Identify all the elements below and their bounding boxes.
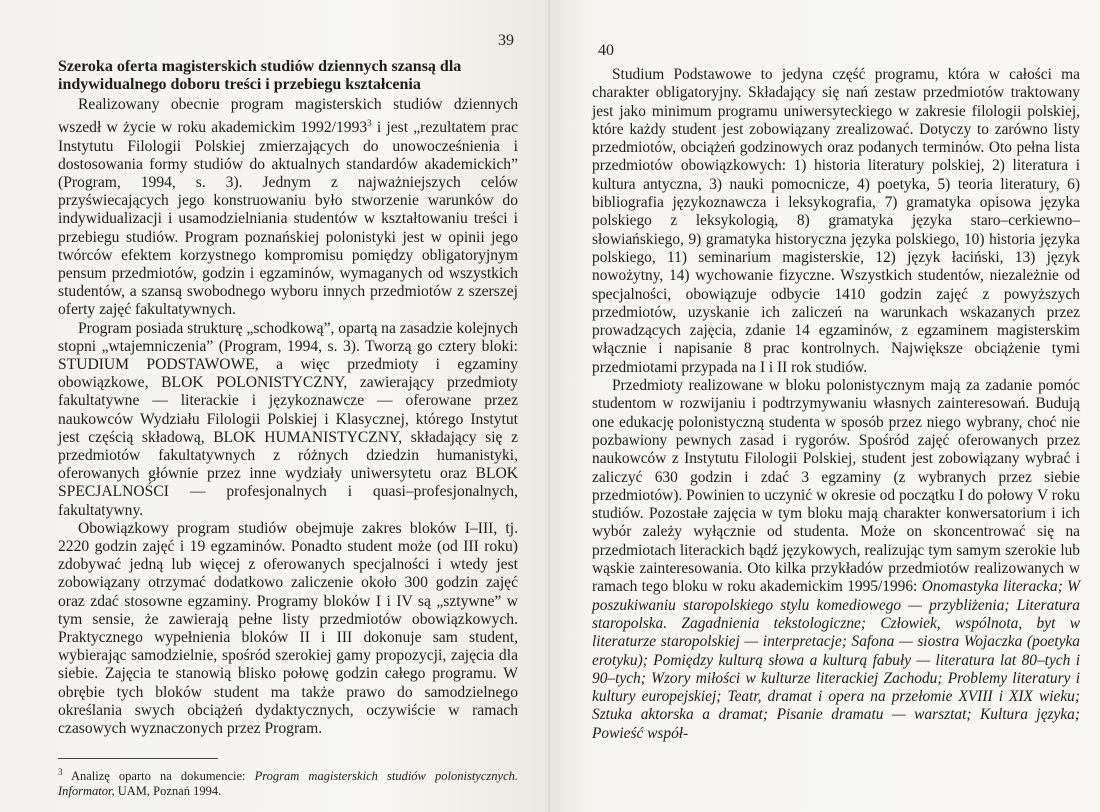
paragraph-1-text-b: i jest „rezultatem prac Instytutu Filologii Polskiej zmierzających do unowocześnienia i dostosowania formy studiów do aktualnych standardów akademickich” (Program, 1994, s. 3). Jednym z najważniejszych celów przyświecających jego konstruowaniu było stworzenie warunków do indywidualizacji i usamodzielniania studentów w kształtowaniu treści i przebiegu studiów. Program poznańskiej polonistyki jest w opinii jego twórców efektem korzystnego kompromisu pomiędzy obligatoryjnym pensum przedmiotów, godzin i egzaminów, wymaganych od wszystkich studentów, a szansą swobodnego wyboru innych przedmiotów z szerszej oferty zajęć fakultatywnych. xyxy=(58,119,518,319)
footnote-title: Program magisterskich studiów polonistycznych. Informator, xyxy=(58,769,518,799)
paragraph-5 xyxy=(592,377,1080,743)
footnote-divider xyxy=(58,758,218,759)
paragraph-1-text-a: Realizowany obecnie program magisterskich studiów dziennych wszedł w życie w roku akademickim 1992/1993 xyxy=(58,96,518,137)
page-number-left: 39 xyxy=(498,32,514,49)
footnote xyxy=(58,765,518,799)
footnote-publisher: UAM, Poznań 1994. xyxy=(114,784,222,799)
course-examples: Onomastyka literacka; W poszukiwaniu staropolskiego stylu komediowego — przybliżenia; Literatura staropolska. Zagadnienia tekstologiczne; Człowiek, wspólnota, byt w literaturze staropolskiej — interpretacje; Safona — siostra Wojaczka (poetyka erotyku); Pomiędzy kulturą słowa a kulturą fabuły — literatura lat 80–tych i 90–tych; Wzory miłości w kulturze literackiej Zachodu; Problemy literatury i kultury europejskiej; Teatr, dramat i opera na przełomie XVIII i XIX wieku; Sztuka aktorska a dramat; Pisanie dramatu — warsztat; Kultura języka; Powieść współ- xyxy=(592,578,1081,742)
footnote-text: Analizę oparto na dokumencie: xyxy=(62,769,255,784)
paragraph-1 xyxy=(58,96,518,320)
right-page xyxy=(550,0,1100,812)
paragraph-2: Program posiada strukturę „schodkową”, opartą na zasadzie kolejnych stopni „wtajemniczenia” (Program, 1994, s. 3). Tworzą go cztery bloki: STUDIUM PODSTAWOWE, a więc przedmioty i egzaminy obowiązkowe, BLOK POLONISTYCZNY, zawierający przedmioty fakultatywne — literackie i językoznawcze — oferowane przez naukowców Wydziału Filologii Polskiej i Klasycznej, którego Instytut jest częścią składową, BLOK HUMANISTYCZNY, składający się z przedmiotów fakultatywnych z różnych dziedzin humanistyki, oferowanych głównie przez inne wydziały uniwersytetu oraz BLOK SPECJALNOŚCI — profesjonalnych i quasi–profesjonalnych, fakultatywny. xyxy=(58,319,518,519)
paragraph-5-text: Przedmioty realizowane w bloku polonistycznym mają za zadanie pomóc studentom w rozwijaniu i podtrzymywaniu własnych zainteresowań. Budują one edukację polonistyczną studenta w sposób przez niego wybrany, choć nie pozbawiony pewnych zasad i rygorów. Spośród zajęć oferowanych przez naukowców z Instytutu Filologii Polskiej, student jest zobowiązany wybrać i zaliczyć 630 godzin i zdać 3 egzaminy (z wybranych przez siebie przedmiotów). Powinien to uczynić w okresie od początku I do połowy V roku studiów. Pozostałe zajęcia w tym bloku mają charakter konwersatorium i ich wybór zależy wyłącznie od studenta. Może on skoncentrować się na przedmiotach literackich bądź językowych, realizując tym samym szerokie lub wąskie zainteresowania. Oto kilka przykładów przedmiotów realizowanych w ramach tego bloku w roku akademickim 1995/1996: xyxy=(592,377,1080,596)
section-heading: Szeroka oferta magisterskich studiów dziennych szansą dla indywidualnego doboru treści i przebiegu kształcenia xyxy=(58,58,462,93)
paragraph-3: Obowiązkowy program studiów obejmuje zakres bloków I–III, tj. 2220 godzin zajęć i 19 egzaminów. Ponadto student może (od III roku) zdobywać jedną lub więcej z oferowanych specjalności i wtedy jest zobowiązany otrzymać dodatkowo zaliczenie około 300 godzin zajęć oraz zdać stosowne egzaminy. Programy bloków I i IV są „sztywne” w tym sensie, że zawierają pełne listy przedmiotów obowiązkowych. Praktycznego wypełnienia bloków II i III dokonuje sam student, wybierając samodzielnie, spośród szerokiej gamy propozycji, zajęcia dla siebie. Zajęcia te stanowią blisko połowę godzin całego programu. W obrębie tych bloków student ma także prawo do samodzielnego określania swych obciążeń dydaktycznych, oczywiście w ramach czasowych wyznaczonych przez Program. xyxy=(58,519,518,738)
page-number-right: 40 xyxy=(598,42,614,59)
paragraph-4: Studium Podstawowe to jedyna część programu, która w całości ma charakter obligatoryjny. Składający się nań zestaw przedmiotów traktowany jest jako minimum programu uniwersyteckiego w zakresie filologii polskiej, które każdy student jest zobowiązany zrealizować. Dotyczy to zarówno listy przedmiotów, obciążeń godzinowych oraz podanych terminów. Oto pełna lista przedmiotów obowiązkowych: 1) historia literatury polskiej, 2) literatura i kultura antyczna, 3) nauki pomocnicze, 4) poetyka, 5) teoria literatury, 6) bibliografia językoznawcza i leksykografia, 7) gramatyka opisowa języka polskiego z leksykologią, 8) gramatyka języka staro–cerkiewno–słowiańskiego, 9) gramatyka historyczna języka polskiego, 10) historia języka polskiego, 11) seminarium magisterskie, 12) język łaciński, 13) język nowożytny, 14) wychowanie fizyczne. Wszystkich studentów, niezależnie od specjalności, obowiązuje odbycie 1410 godzin zajęć z powyższych przedmiotów, uzyskanie ich zaliczeń na warunkach wskazanych przez prowadzących zajęcia, zdanie 14 egzaminów, z egzaminem magisterskim włącznie i napisanie 8 prac kontrolnych. Największe obciążenie tymi przedmiotami przypada na I i II rok studiów. xyxy=(592,66,1080,376)
footnote-number: 3 xyxy=(58,767,63,778)
footnote-reference: 3 xyxy=(367,118,372,129)
